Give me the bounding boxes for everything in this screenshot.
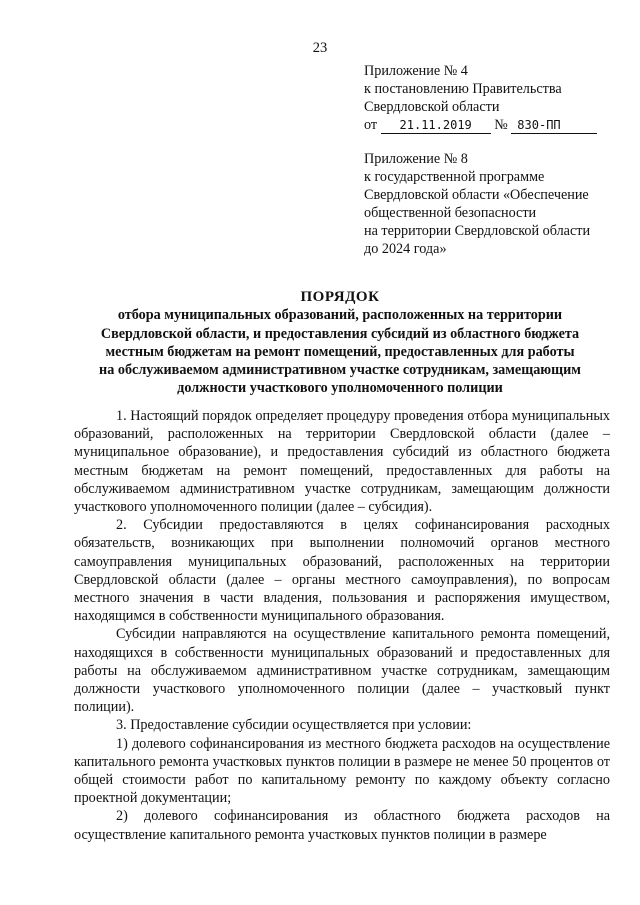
document-subtitle-line-2: Свердловской области, и предоставления субсидий из областного бюджета [100,325,580,342]
appendix-4-title: Приложение № 4 [364,63,468,79]
appendix-8-line-4: на территории Свердловской области [364,223,591,239]
appendix-8-line-2: Свердловской области «Обеспечение [364,187,589,203]
number-prefix: № [494,117,508,133]
paragraph-3-item-2: 2) долевого софинансирования из областного бюджета расходов на осуществление капитального ремонта участковых пунктов полиции в размере [74,808,610,843]
date-prefix: от [364,117,378,133]
document-subtitle-line-1: отбора муниципальных образований, расположенных на территории [117,307,563,324]
appendix-8-title: Приложение № 8 [364,151,468,167]
appendix-4-block [364,62,614,134]
paragraph-3-item-1: 1) долевого софинансирования из местного бюджета расходов на осуществление капитального ремонта участковых пунктов полиции в размере не менее 50 процентов от общей стоимости работ по капитальному ремонту по каждому объекту согласно проектной документации; [74,735,610,807]
appendix-8-line-3: общественной безопасности [364,205,537,221]
appendix-4-line-1: к постановлению Правительства [364,81,562,97]
appendix-4-line-2: Свердловской области [364,99,500,115]
page-number: 23 [312,40,328,56]
paragraph-1: 1. Настоящий порядок определяет процедуру проведения отбора муниципальных образований, расположенных на территории Свердловской области (далее – муниципальное образование), и предоставления субсидий из областного бюджета местным бюджетам на ремонт помещений, предоставленных для работы на обслуживаемом административном участке сотрудникам, замещающим должности участкового уполномоченного полиции (далее – субсидия). [74,408,610,516]
document-subtitle-line-4: на обслуживаемом административном участке сотрудникам, замещающим [99,362,581,379]
appendix-8-line-5: до 2024 года» [364,241,447,257]
paragraph-2: 2. Субсидии предоставляются в целях софинансирования расходных обязательств, возникающих при выполнении полномочий органов местного самоуправления муниципальных образований, расположенных на территории Свердловской области (далее – органы местного самоуправления), по вопросам местного значения в части владения, пользования и распоряжения имуществом, находящимся в собственности муниципального образования. [74,517,610,625]
appendix-4-date-line [364,116,614,134]
resolution-number: 830-ПП [511,118,597,134]
document-body [74,407,610,844]
document-heading [80,288,600,398]
document-title: ПОРЯДОК [300,289,380,305]
paragraph-2-continued: Субсидии направляются на осуществление капитального ремонта помещений, находящихся в собственности муниципальных образований и предоставленных для работы на обслуживаемом административном участке сотрудникам, замещающим должности участкового уполномоченного полиции (далее – участковый пункт полиции). [74,626,610,716]
appendix-8-block [364,150,614,258]
resolution-date: 21.11.2019 [381,118,491,134]
document-subtitle-line-5: должности участкового уполномоченного полиции [177,380,503,397]
paragraph-3: 3. Предоставление субсидии осуществляется при условии: [116,717,472,734]
document-subtitle-line-3: местным бюджетам на ремонт помещений, предоставленных для работы [105,343,575,360]
appendix-8-line-1: к государственной программе [364,169,545,185]
